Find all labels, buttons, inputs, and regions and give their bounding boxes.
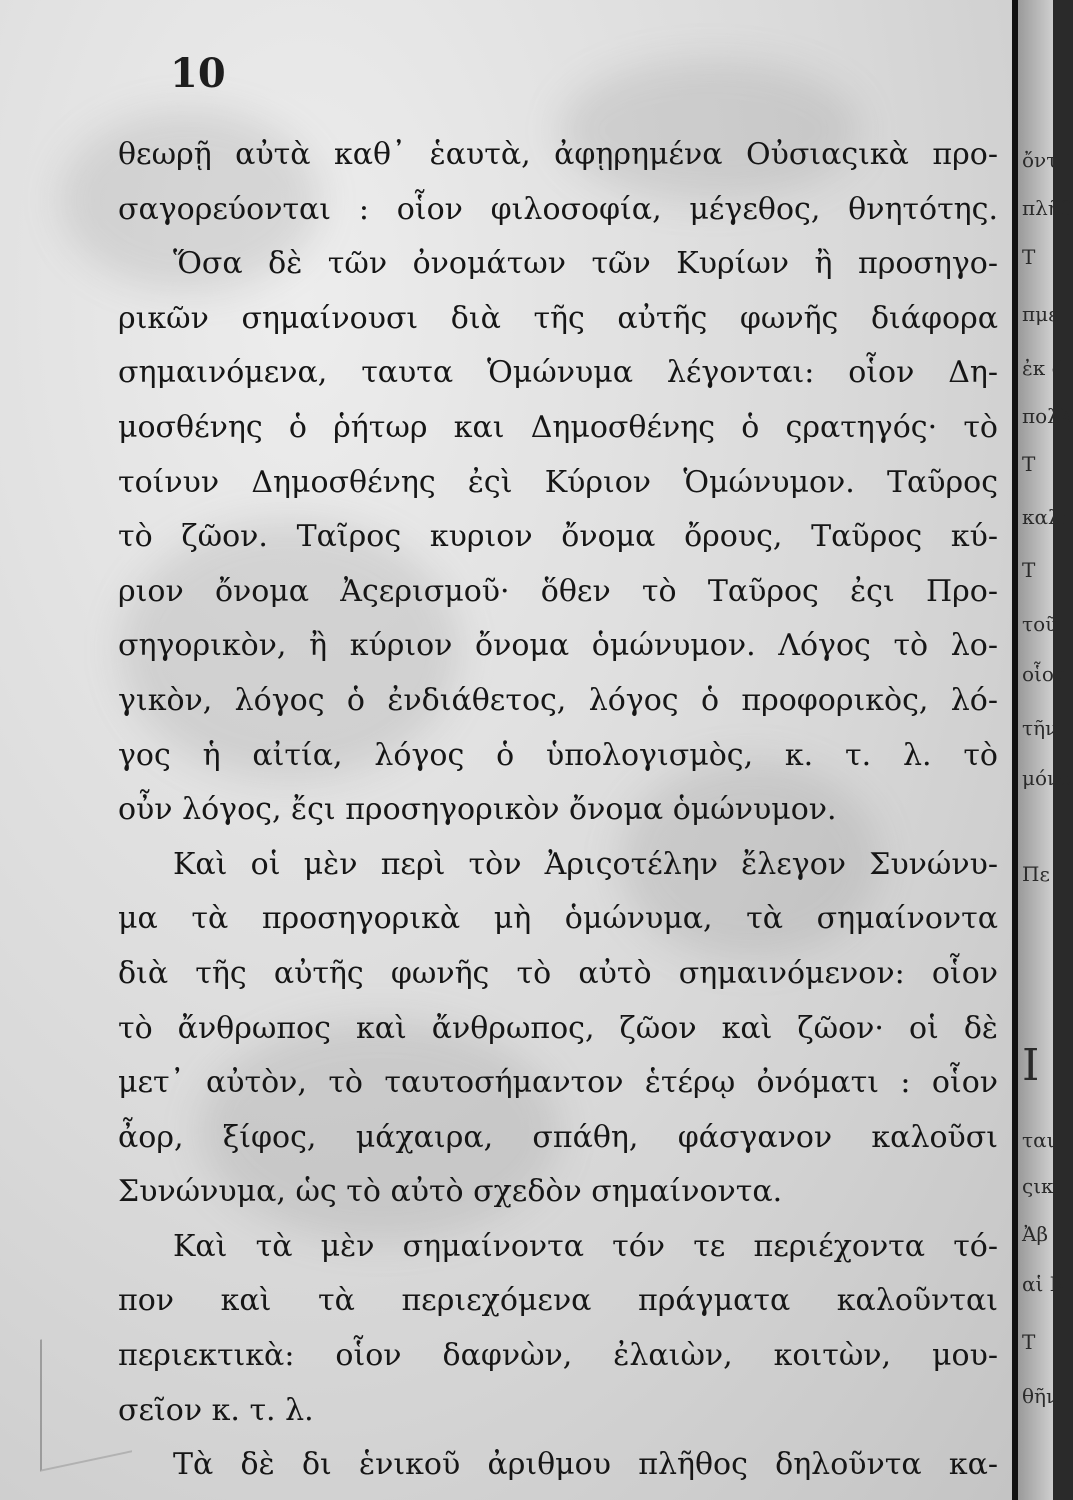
text-line: ρικῶν σημαίνουσι διὰ τῆς αὐτῆς φωνῆς διάφορα <box>118 300 998 336</box>
facing-text-fragment: Τ <box>1022 245 1036 269</box>
page-number: 10 <box>170 50 226 97</box>
text-line: μετ᾽ αὐτὸν, τὸ ταυτοσήμαντον ἑτέρῳ ὀνόματι : οἷον <box>118 1065 998 1101</box>
text-line: Ὅσα δὲ τῶν ὀνομάτων τῶν Κυρίων ἢ προσηγο- <box>173 246 998 282</box>
facing-text-fragment: πμε <box>1022 302 1059 326</box>
text-line: διὰ τῆς αὐτῆς φωνῆς τὸ αὐτὸ σημαινόμενον: οἷον <box>118 955 998 991</box>
text-line: Καὶ οἱ μὲν περὶ τὸν Ἀριςοτέλην ἔλεγον Συνώνυ- <box>173 846 998 882</box>
text-line: Συνώνυμα, ὡς τὸ αὐτὸ σχεδὸν σημαίνοντα. <box>118 1174 783 1210</box>
facing-text-fragment: ςικ <box>1022 1174 1054 1198</box>
text-line: σαγορεύονται : οἷον φιλοσοφία, μέγεθος, θνητότης. <box>118 191 998 227</box>
facing-text-fragment: Τ <box>1022 1330 1036 1354</box>
facing-text-fragment: Ι <box>1022 1040 1040 1091</box>
text-line: θεωρῇ αὐτὰ καθ᾽ ἑαυτὰ, ἀφῃρημένα Οὐσιαςικὰ προ- <box>118 137 998 172</box>
text-line: ριον ὄνομα Ἀςερισμοῦ· ὅθεν τὸ Ταῦρος ἐςι Προ- <box>118 573 998 609</box>
facing-text-fragment: ἐκ δ <box>1022 356 1064 380</box>
text-line: τὸ ἄνθρωπος καὶ ἄνθρωπος, ζῶον καὶ ζῶον· οἱ δὲ <box>118 1010 998 1046</box>
text-line: περιεκτικὰ: οἷον δαφνὼν, ἐλαιὼν, κοιτὼν, μου- <box>118 1338 998 1374</box>
facing-text-fragment: τοῦ <box>1022 612 1058 636</box>
facing-text-fragment: Πε <box>1022 862 1050 886</box>
text-line: ἆορ, ξίφος, μάχαιρα, σπάθη, φάσγανον καλοῦσι <box>118 1119 998 1155</box>
facing-text-fragment: αἱ Ν <box>1022 1272 1068 1296</box>
facing-text-fragment: Τ <box>1022 558 1036 582</box>
facing-text-fragment: Ἀβ <box>1022 1222 1049 1246</box>
facing-text-fragment: θῆν <box>1022 1384 1059 1408</box>
facing-page-edge <box>1018 0 1073 1500</box>
facing-text-fragment: πλῆθ <box>1022 196 1072 220</box>
text-line: μα τὰ προσηγορικὰ μὴ ὁμώνυμα, τὰ σημαίνοντα <box>118 901 998 937</box>
text-line: σηγορικὸν, ἢ κύριον ὄνομα ὁμώνυμον. Λόγος τὸ λο- <box>118 628 998 664</box>
text-line: γικὸν, λόγος ὁ ἐνδιάθετος, λόγος ὁ προφορικὸς, λό- <box>118 682 998 718</box>
text-line: τοίνυν Δημοσθένης ἐςὶ Κύριον Ὁμώνυμον. Ταῦρος <box>118 464 998 500</box>
text-line: γος ἡ αἰτία, λόγος ὁ ὑπολογισμὸς, κ. τ. λ. τὸ <box>118 737 998 773</box>
facing-text-fragment: οἷον <box>1022 662 1067 686</box>
facing-text-fragment: ται <box>1022 1128 1055 1152</box>
text-line: τὸ ζῶον. Ταῖρος κυριον ὄνομα ὄρους, Ταῦρος κύ- <box>118 519 998 555</box>
facing-text-fragment: μόνο <box>1022 766 1072 790</box>
text-line: σεῖον κ. τ. λ. <box>118 1392 314 1428</box>
text-line: σημαινόμενα, ταυτα Ὁμώνυμα λέγονται: οἷον Δη- <box>118 355 998 391</box>
facing-text-fragment: Τ <box>1022 452 1036 476</box>
text-line: πον καὶ τὰ περιεχόμενα πράγματα καλοῦνται <box>118 1283 998 1319</box>
folded-corner <box>40 1320 132 1472</box>
body-text <box>118 128 998 1493</box>
facing-text-fragment: ὄντ <box>1022 148 1058 172</box>
text-line: μοσθένης ὁ ῥήτωρ και Δημοσθένης ὁ ςρατηγός· τὸ <box>118 409 998 445</box>
text-line: Τὰ δὲ δι ἑνικοῦ ἀριθμου πλῆθος δηλοῦντα κα- <box>173 1447 998 1483</box>
text-line: Καὶ τὰ μὲν σημαίνοντα τόν τε περιέχοντα τό- <box>173 1228 998 1264</box>
facing-text-fragment: πολλ <box>1022 404 1073 428</box>
facing-text-fragment: καλο <box>1022 505 1073 529</box>
facing-text-fragment: τῆν <box>1022 716 1058 740</box>
text-line: οὖν λόγος, ἔςι προσηγορικὸν ὄνομα ὁμώνυμον. <box>118 792 837 828</box>
